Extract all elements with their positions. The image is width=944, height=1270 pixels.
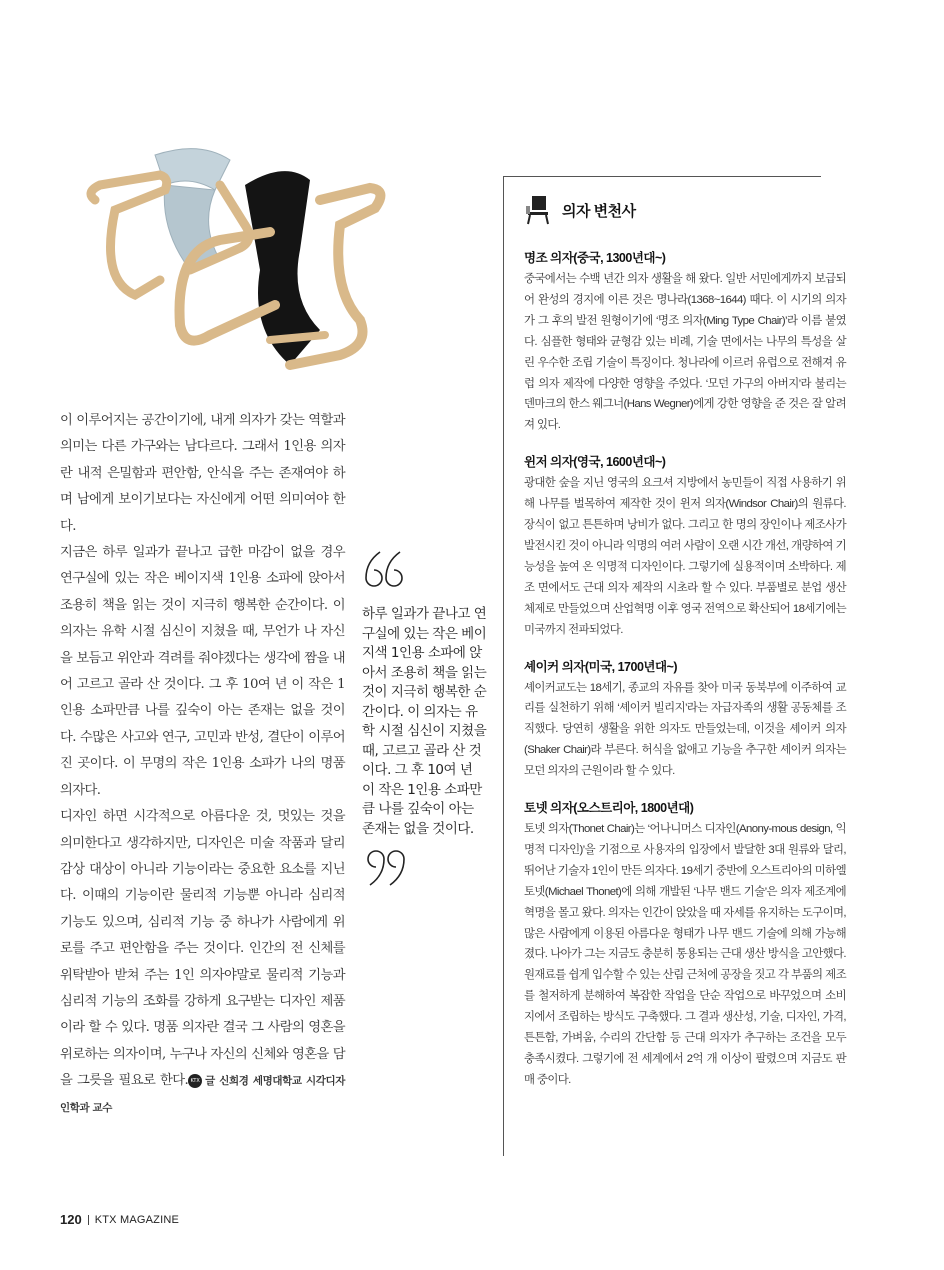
main-article: [60, 408, 345, 1121]
section-body: 토넷 의자(Thonet Chair)는 ‘어나니머스 디자인(Anony-mous design, 익명적 디자인)’을 기점으로 사용자의 입장에서 발달한 3대 원류와 달리, 뛰어난 기술자 1인이 만든 의자다. 19세기 중반에 오스트리아의 미하엘 토넷(Michael Thonet)에 의해 개발된 ‘나무 밴드 기술’은 의자 제조계에 혁명을 몰고 왔다. 의자는 인간이 앉았을 때 자세를 유지하는 도구이며, 많은 사람에게 이용된 아름다운 형태가 나무 밴드 기술에 의해 가능해졌다. 나아가 그는 지금도 충분히 통용되는 근대 생산 방식을 고안했다. 원재료를 쉽게 입수할 수 있는 산림 근처에 공장을 짓고 각 부품의 제조를 철저하게 분해하여 복잡한 작업을 단순 작업으로 바꾸었으며 소비지에서 조립하는 방식도 구축했다. 그 결과 생산성, 기술, 디자인, 가격, 튼튼함, 가벼움, 수리의 간단함 등 근대 의자가 추구하는 조건을 모두 충족시켰다. 그렇기에 전 세계에서 2억 개 이상이 팔렸으며 지금도 판매 중이다.: [524, 823, 846, 1086]
section-heading: 토넷 의자(오스트리아, 1800년대): [524, 801, 694, 816]
main-paragraph-1: 이 이루어지는 공간이기에, 내게 의자가 갖는 역할과 의미는 다른 가구와는 남다르다. 그래서 1인용 의자란 내적 은밀함과 편안함, 안식을 주는 존재여야 하며 남에게 보이기보다는 자신에게 어떤 의미여야 한다.: [60, 413, 345, 534]
pull-quote-text: 하루 일과가 끝나고 연구실에 있는 작은 베이지색 1인용 소파에 앉아서 조용히 책을 읽는 것이 지극히 행복한 순간이다. 이 의자는 유학 시절 심신이 지쳤을 때, 고르고 골라 산 것이다. 그 후 10여 년 이 작은 1인용 소파만큼 나를 깊숙이 아는 존재는 없을 것이다.: [362, 606, 487, 837]
sidebar-chair-history: [524, 188, 846, 1091]
section-windsor-chair: [524, 452, 846, 640]
sidebar-title: 의자 변천사: [562, 202, 636, 220]
section-ming-chair: [524, 248, 846, 436]
main-paragraph-2: 지금은 하루 일과가 끝나고 급한 마감이 없을 경우 연구실에 있는 작은 베이지색 1인용 소파에 앉아서 조용히 책을 읽는 것이 지극히 행복한 순간이다. 이 의자는 유학 시절 심신이 지쳤을 때, 무언가 나 자신을 보듬고 위안과 격려를 줘야겠다는 생각에 짬을 내어 고르고 골라 산 것이다. 그 후 10여 년 이 작은 1인용 소파만큼 나를 깊숙이 아는 존재는 없을 것이다. 수많은 사고와 연구, 고민과 반성, 결단이 이루어진 곳이다. 이 무명의 작은 1인용 소파가 나의 명품 의자다.: [60, 545, 345, 798]
section-thonet-chair: [524, 798, 846, 1091]
section-body: 광대한 숲을 지닌 영국의 요크셔 지방에서 농민들이 직접 사용하기 위해 나무를 벌목하여 제작한 것이 윈저 의자(Windsor Chair)의 원류다. 장식이 없고 튼튼하며 낭비가 없다. 그리고 한 명의 장인이나 제조사가 발전시킨 것이 아니라 익명의 여러 사람이 오랜 시간 개선, 개량하여 기능성을 높여 온 익명적 디자인이다. 그렇기에 실용적이며 소박하다. 제조 면에서도 근대 의자 제작의 시초라 할 수 있다. 부품별로 분업 생산 체제로 만들었으며 산업혁명 이후 영국 전역으로 확산되어 18세기에는 미국까지 전파되었다.: [524, 477, 846, 636]
main-paragraph-3-text: 디자인 하면 시각적으로 아름다운 것, 멋있는 것을 의미한다고 생각하지만, 디자인은 미술 작품과 달리 감상 대상이 아니라 기능이라는 중요한 요소를 지닌다. 이때의 기능이란 물리적 기능뿐 아니라 심리적 기능도 있으며, 심리적 기능 중 하나가 사람에게 위로를 주고 편안함을 주는 것이다. 인간의 전 신체를 위탁받아 받쳐 주는 1인 의자야말로 물리적 기능과 심리적 기능의 조화를 강하게 요구받는 디자인 제품이라 할 수 있다. 명품 의자란 결국 그 사람의 영혼을 위로하는 의자이며, 누구나 자신의 신체와 영혼을 담을 그릇을 필요로 한다.: [60, 809, 345, 1089]
section-heading: 셰이커 의자(미국, 1700년대~): [524, 659, 678, 674]
section-body: 셰이커교도는 18세기, 종교의 자유를 찾아 미국 동북부에 이주하여 교리를 실천하기 위해 ‘셰이커 빌리지’라는 자급자족의 생활 공동체를 조직했다. 당연히 생활을 위한 의자도 만들었는데, 이것을 셰이커 의자(Shaker Chair)라 부른다. 허식을 없애고 기능을 추구한 셰이커 의자는 모던 의자의 근원이라 할 수 있다.: [524, 681, 846, 778]
section-shaker-chair: [524, 657, 846, 783]
chairs-illustration: [70, 130, 390, 400]
light-chair: [91, 149, 249, 295]
sidebar-header: [524, 188, 846, 232]
magazine-name: KTX MAGAZINE: [94, 1213, 180, 1226]
close-quote-icon: [362, 843, 408, 889]
section-heading: 명조 의자(중국, 1300년대~): [524, 251, 666, 265]
chair-icon: [524, 194, 552, 226]
sidebar-divider-vertical: [503, 176, 504, 1156]
main-paragraph-3: [60, 804, 345, 1121]
section-body: 중국에서는 수백 년간 의자 생활을 해 왔다. 일반 서민에게까지 보급되어 완성의 경지에 이른 것은 명나라(1368~1644) 때다. 이 시기의 의자가 그 후의 발전 원형이기에 ‘명조 의자(Ming Type Chair)’라 이름 붙였다. 심플한 형태와 균형감 있는 비례, 기술 면에서는 나무의 특성을 살린 우수한 조립 기술이 특징이다. 청나라에 이르러 유럽으로 전해져 유럽 의자 제작에 다양한 영향을 주었다. ‘모던 가구의 아버지’라 불리는 덴마크의 한스 웨그너(Hans Wegner)에게 강한 영향을 준 것은 잘 알려져 있다.: [524, 273, 846, 432]
section-heading: 윈저 의자(영국, 1600년대~): [524, 455, 666, 470]
open-quote-icon: [362, 548, 408, 594]
page-footer: [60, 1212, 179, 1227]
pull-quote: [362, 548, 487, 894]
sidebar-divider-horizontal: [503, 176, 821, 177]
footer-separator: [88, 1215, 89, 1225]
page-number: 120: [60, 1212, 82, 1227]
author-credit: 글 신희경 세명대학교 시각디자인학과 교수: [60, 1075, 345, 1114]
ktx-logo-icon: KTX: [188, 1074, 202, 1088]
